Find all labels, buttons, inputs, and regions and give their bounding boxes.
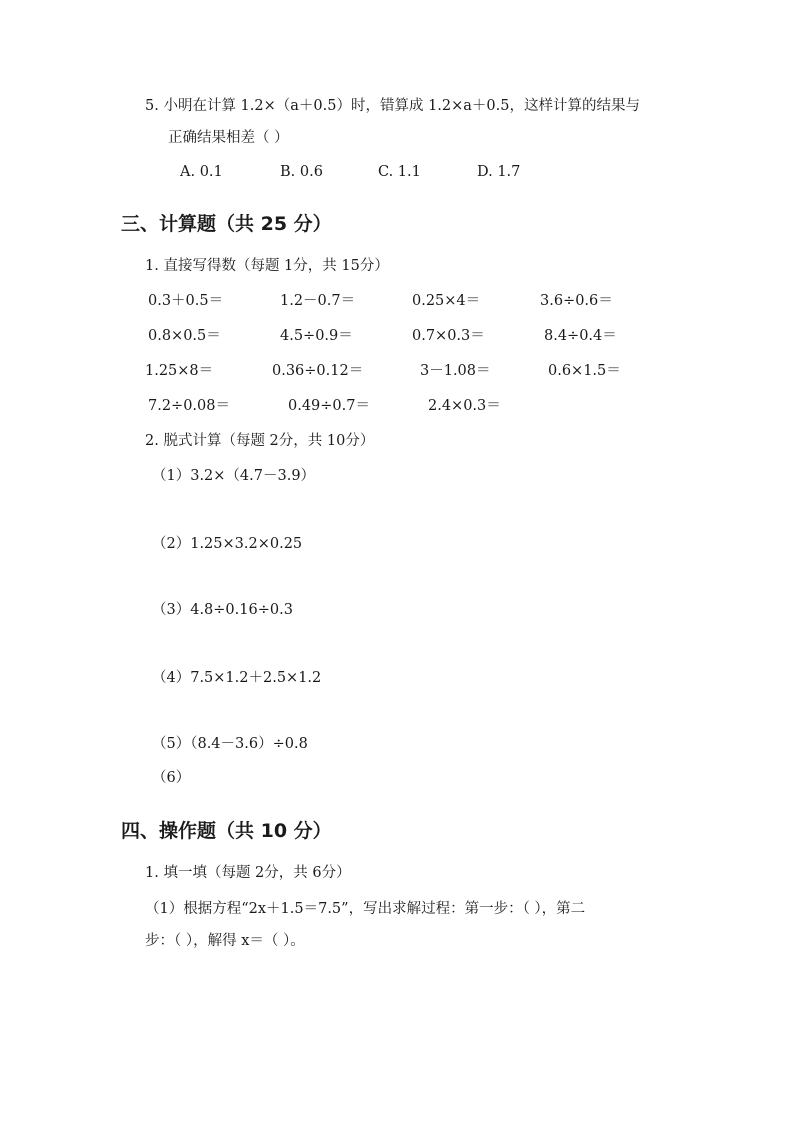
q5-option-b: B. 0.6: [280, 164, 323, 180]
oral-item: 2.4×0.3＝: [428, 398, 501, 414]
section3-sub2: 2. 脱式计算（每题 2分，共 10分）: [145, 433, 375, 449]
oral-item: 0.8×0.5＝: [148, 328, 221, 344]
step-problem: （4）7.5×1.2＋2.5×1.2: [152, 670, 322, 686]
step-problem: （1）3.2×（4.7－3.9）: [152, 468, 316, 484]
step-problem: （2）1.25×3.2×0.25: [152, 536, 303, 552]
oral-item: 1.25×8＝: [145, 363, 214, 379]
oral-item: 0.3＋0.5＝: [148, 293, 224, 309]
oral-item: 3.6÷0.6＝: [540, 293, 613, 309]
oral-item: 4.5÷0.9＝: [280, 328, 353, 344]
section4-heading: 四、操作题（共 10 分）: [121, 820, 332, 842]
section3-sub1: 1. 直接写得数（每题 1分，共 15分）: [145, 258, 389, 274]
oral-item: 0.25×4＝: [412, 293, 481, 309]
section4-q1-line2: 步：（ ），解得 x＝（ ）。: [145, 933, 305, 949]
oral-item: 0.6×1.5＝: [548, 363, 621, 379]
step-problem: （5）（8.4－3.6）÷0.8: [152, 736, 308, 752]
step-problem: （3）4.8÷0.16÷0.3: [152, 602, 293, 618]
oral-item: 8.4÷0.4＝: [544, 328, 617, 344]
step-problem: （6）: [152, 770, 191, 786]
q5-option-d: D. 1.7: [477, 164, 521, 180]
q5-option-c: C. 1.1: [378, 164, 421, 180]
q5-line2: 正确结果相差（ ）: [168, 130, 289, 146]
section4-q1-line1: （1）根据方程“2x＋1.5＝7.5”，写出求解过程：第一步：（ ），第二: [145, 901, 586, 917]
oral-item: 7.2÷0.08＝: [148, 398, 230, 414]
oral-item: 0.7×0.3＝: [412, 328, 485, 344]
q5-option-a: A. 0.1: [180, 164, 223, 180]
oral-item: 1.2－0.7＝: [280, 293, 356, 309]
oral-item: 0.36÷0.12＝: [272, 363, 364, 379]
q5-line1: 5. 小明在计算 1.2×（a＋0.5）时，错算成 1.2×a＋0.5，这样计算的结果与: [145, 98, 640, 114]
oral-item: 3－1.08＝: [420, 363, 491, 379]
section4-sub1: 1. 填一填（每题 2分，共 6分）: [145, 865, 351, 881]
oral-item: 0.49÷0.7＝: [288, 398, 370, 414]
section3-heading: 三、计算题（共 25 分）: [121, 213, 332, 235]
